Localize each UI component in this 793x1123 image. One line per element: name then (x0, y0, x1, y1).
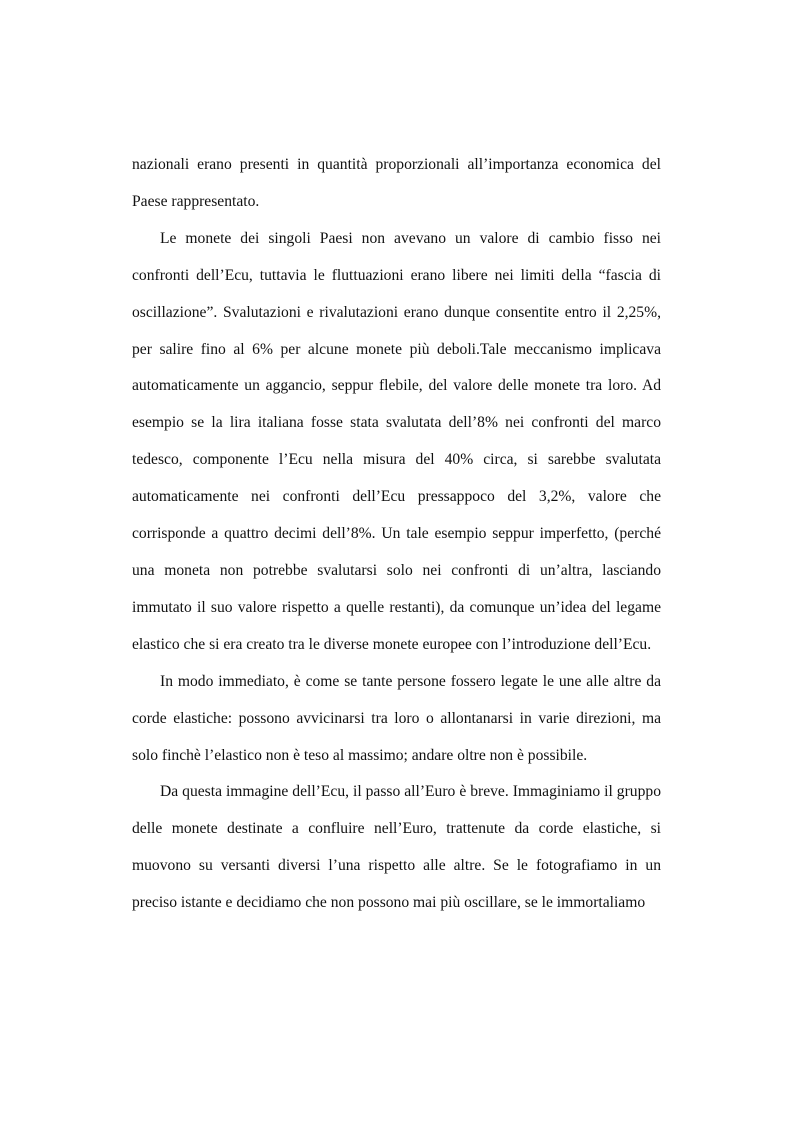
body-text (132, 147, 661, 922)
paragraph-4: Da questa immagine dell’Ecu, il passo all’Euro è breve. Immaginiamo il gruppo delle monete destinate a confluire nell’Euro, trattenute da corde elastiche, si muovono su versanti diversi l’una rispetto alle altre. Se le fotografiamo in un preciso istante e decidiamo che non possono mai più oscillare, se le immortaliamo (132, 783, 661, 912)
paragraph-1: nazionali erano presenti in quantità proporzionali all’importanza economica del Paese rappresentato. (132, 156, 661, 210)
paragraph-3: In modo immediato, è come se tante persone fossero legate le une alle altre da corde elastiche: possono avvicinarsi tra loro o allontanarsi in varie direzioni, ma solo finchè l’elastico non è teso al massimo; andare oltre non è possibile. (132, 672, 661, 764)
paragraph-2: Le monete dei singoli Paesi non avevano un valore di cambio fisso nei confronti dell’Ecu, tuttavia le fluttuazioni erano libere nei limiti della “fascia di oscillazione”. Svalutazioni e rivalutazioni erano dunque consentite entro il 2,25%, per salire fino al 6% per alcune monete più deboli.Tale meccanismo implicava automaticamente un aggancio, seppur flebile, del valore delle monete tra loro. Ad esempio se la lira italiana fosse stata svalutata dell’8% nei confronti del marco tedesco, componente l’Ecu nella misura del 40% circa, si sarebbe svalutata automaticamente nei confronti dell’Ecu pressappoco del 3,2%, valore che corrisponde a quattro decimi dell’8%. Un tale esempio seppur imperfetto, (perché una moneta non potrebbe svalutarsi solo nei confronti di un’altra, lasciando immutato il suo valore rispetto a quelle restanti), da comunque un’idea del legame elastico che si era creato tra le diverse monete europee con l’introduzione dell’Ecu. (132, 229, 661, 653)
